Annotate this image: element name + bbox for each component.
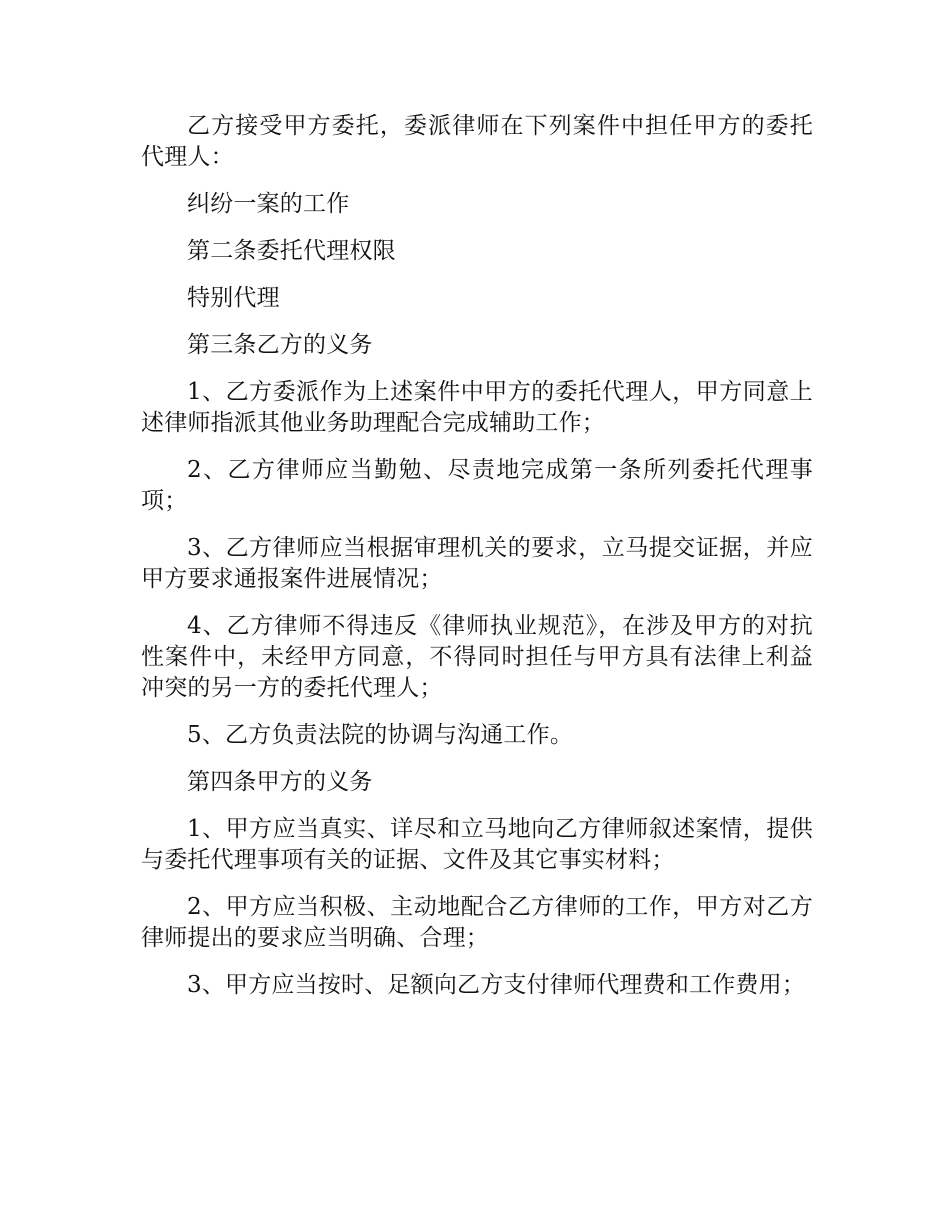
heading-article-2: 第二条委托代理权限 [187, 238, 396, 264]
paragraph-article-3-item-4: 4、乙方律师不得违反《律师执业规范》，在涉及甲方的对抗性案件中，未经甲方同意，不得同时担任与甲方具有法律上利益冲突的另一方的委托代理人； [141, 613, 813, 701]
paragraph-article-4-item-3: 3、甲方应当按时、足额向乙方支付律师代理费和工作费用； [187, 972, 806, 998]
heading-article-4: 第四条甲方的义务 [187, 769, 373, 795]
document-body [141, 111, 813, 1017]
paragraph-special-agency: 特别代理 [187, 285, 280, 311]
paragraph-article-3-item-2: 2、乙方律师应当勤勉、尽责地完成第一条所列委托代理事项； [141, 457, 813, 514]
paragraph-entrustment: 乙方接受甲方委托，委派律师在下列案件中担任甲方的委托代理人： [141, 113, 813, 170]
paragraph-article-3-item-3: 3、乙方律师应当根据审理机关的要求，立马提交证据，并应甲方要求通报案件进展情况； [141, 535, 813, 592]
paragraph-article-3-item-1: 1、乙方委派作为上述案件中甲方的委托代理人，甲方同意上述律师指派其他业务助理配合完成辅助工作； [141, 379, 813, 436]
paragraph-case-work: 纠纷一案的工作 [187, 191, 350, 217]
paragraph-article-4-item-1: 1、甲方应当真实、详尽和立马地向乙方律师叙述案情，提供与委托代理事项有关的证据、文件及其它事实材料； [141, 816, 813, 873]
paragraph-article-4-item-2: 2、甲方应当积极、主动地配合乙方律师的工作，甲方对乙方律师提出的要求应当明确、合理； [141, 894, 813, 951]
paragraph-article-3-item-5: 5、乙方负责法院的协调与沟通工作。 [187, 722, 574, 748]
heading-article-3: 第三条乙方的义务 [187, 332, 373, 358]
